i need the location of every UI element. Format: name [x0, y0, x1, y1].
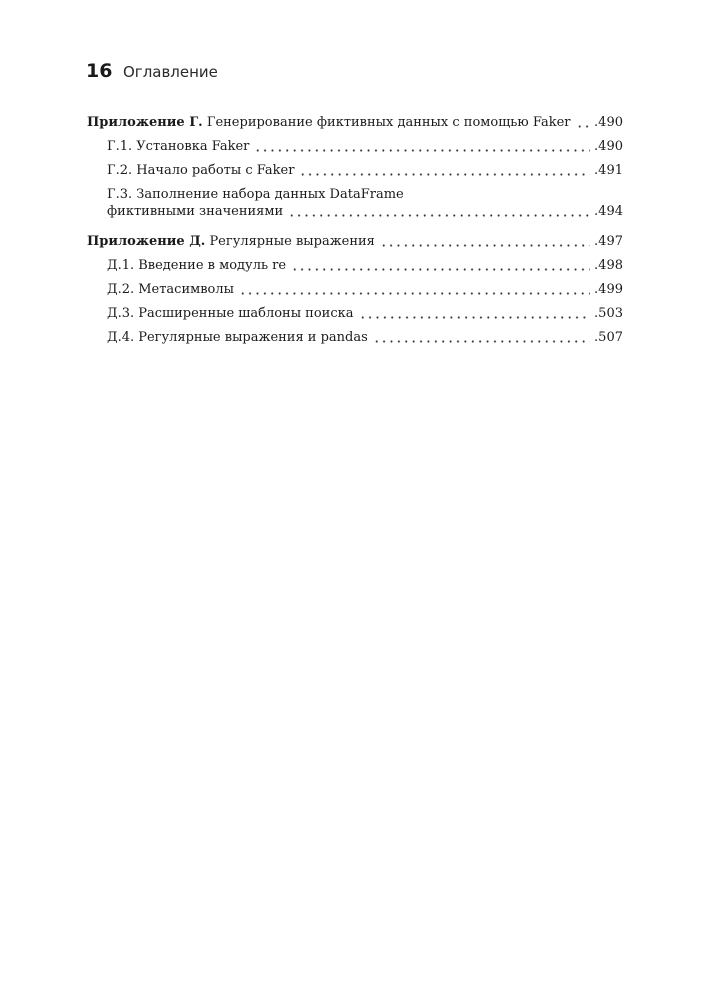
toc-entry-appendix-g[interactable]	[87, 114, 623, 131]
toc-entry-g1[interactable]	[87, 138, 623, 155]
dot-leader	[359, 305, 591, 322]
toc-section-appendix-g	[87, 114, 623, 220]
appendix-title-text: Генерирование фиктивных данных с помощью Faker	[206, 115, 571, 130]
toc-entry-appendix-d[interactable]	[87, 233, 623, 250]
toc-entry-g3[interactable]	[87, 186, 623, 220]
toc-page-number: .494	[594, 204, 623, 219]
toc-page-number: .507	[594, 330, 623, 345]
toc-section-appendix-d	[87, 233, 623, 346]
table-of-contents	[87, 114, 623, 359]
toc-entry-d2[interactable]	[87, 281, 623, 298]
page-number: 16	[86, 60, 113, 82]
toc-entry-label: Д.3. Расширенные шаблоны поиска	[107, 306, 354, 321]
toc-entry-label-line2: фиктивными значениями	[107, 204, 284, 219]
toc-page-number: .499	[594, 282, 623, 297]
dot-leader	[288, 203, 590, 220]
toc-page-number: .497	[594, 234, 623, 249]
toc-page-number: .491	[594, 163, 623, 178]
appendix-title-bold: Приложение Г.	[87, 115, 203, 130]
dot-leader	[299, 162, 590, 179]
toc-entry-label-line1: Г.3. Заполнение набора данных DataFrame	[107, 187, 404, 202]
page-header	[86, 60, 218, 82]
toc-entry-label: Г.2. Начало работы с Faker	[107, 163, 295, 178]
toc-page-number: .490	[594, 115, 623, 130]
running-title: Оглавление	[123, 63, 218, 81]
dot-leader	[576, 114, 591, 131]
dot-leader	[373, 329, 590, 346]
dot-leader	[380, 233, 590, 250]
toc-entry-d4[interactable]	[87, 329, 623, 346]
toc-entry-d3[interactable]	[87, 305, 623, 322]
toc-entry-label	[87, 114, 571, 131]
appendix-title-bold: Приложение Д.	[87, 234, 206, 249]
toc-page-number: .490	[594, 139, 623, 154]
toc-entry-label: Д.4. Регулярные выражения и pandas	[107, 330, 368, 345]
toc-page-number: .498	[594, 258, 623, 273]
appendix-title-text: Регулярные выражения	[209, 234, 375, 249]
toc-entry-label: Г.1. Установка Faker	[107, 139, 250, 154]
toc-page-number: .503	[594, 306, 623, 321]
toc-entry-label: Д.2. Метасимволы	[107, 282, 234, 297]
toc-entry-g2[interactable]	[87, 162, 623, 179]
toc-entry-second-line	[107, 203, 623, 220]
toc-entry-label: Д.1. Введение в модуль re	[107, 258, 287, 273]
dot-leader	[239, 281, 590, 298]
toc-entry-d1[interactable]	[87, 257, 623, 274]
dot-leader	[291, 257, 590, 274]
dot-leader	[254, 138, 590, 155]
toc-entry-label	[87, 233, 375, 250]
